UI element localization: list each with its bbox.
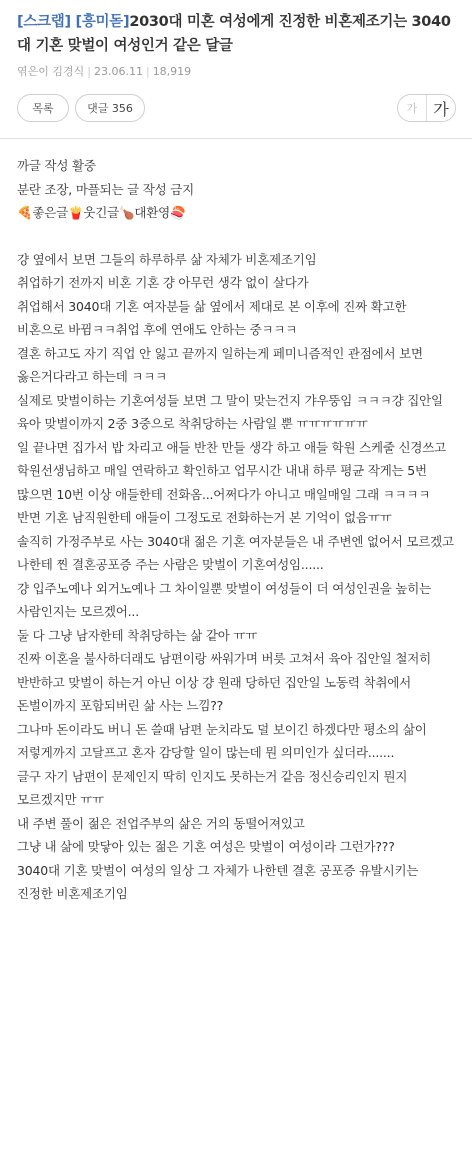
post-date: 23.06.11 [93, 65, 143, 78]
post-category: [스크랩] [흥미돋] [17, 14, 130, 30]
spacer [17, 225, 456, 248]
body-paragraph: 글구 자기 남편이 문제인지 딱히 인지도 못하는거 같음 정신승리인지 뭔지 모르겠지만 ㅠㅠ [17, 768, 411, 807]
body-paragraph: 걍 입주노예나 외거노예나 그 차이일뿐 맞벌이 여성들이 더 여성인권을 높히는 사람인지는 모르겠어... [17, 580, 435, 619]
post-meta [17, 65, 456, 79]
body-paragraph: 반면 기혼 남직원한테 애들이 그정도로 전화하는거 본 기억이 없음ㅠㅠ [17, 510, 392, 525]
meta-divider: | [145, 65, 150, 78]
body-paragraph: 3040대 기혼 맞벌이 여성의 일상 그 자체가 나한텐 결혼 공포증 유발시키는 진정한 비혼제조기임 [17, 862, 423, 901]
font-size-small-button[interactable]: 가 [398, 95, 427, 121]
post-title [17, 10, 456, 58]
body-paragraph: 내 주변 풀이 젊은 전업주부의 삶은 거의 동떨어져있고 [17, 815, 305, 831]
body-paragraph: 걍 옆에서 보면 그들의 하루하루 삶 자체가 비혼제조기임 [17, 251, 317, 267]
body-paragraph: 실제로 맞벌이하는 기혼여성들 보면 그 말이 맞는건지 갸우뚱임 ㅋㅋㅋ걍 집안일 육아 맞벌이까지 2중 3중으로 착취당하는 사람일 뿐 ㅠㅠㅠㅠㅠㅠ [17, 392, 447, 431]
font-size-large-button[interactable]: 가 [427, 95, 455, 121]
list-button[interactable]: 목록 [17, 94, 69, 122]
body-paragraph: 진짜 이혼을 불사하더래도 남편이랑 싸워가며 버릇 고쳐서 육아 집안일 철저히 반반하고 맞벌이 하는거 아닌 이상 걍 원래 당하던 집안일 노동력 착취에서 돈벌이까지 포함되버린 삶 사는 느낌?? [17, 651, 435, 713]
post-views: 18,919 [152, 65, 192, 78]
body-paragraph: 솔직히 가정주부로 사는 3040대 젊은 기혼 여자분들은 내 주변엔 없어서 모르겠고 나한테 찐 결혼공포증 주는 사람은 맞벌이 기혼여성임...... [17, 533, 458, 572]
body-paragraph: 결혼 하고도 자기 직업 안 잃고 끝까지 일하는게 페미니즘적인 관점에서 보면 옳은거다라고 하는데 ㅋㅋㅋ [17, 345, 427, 384]
post-title-text: 2030대 미혼 여성에게 진정한 비혼제조기는 3040대 기혼 맞벌이 여성인거 같은 달글 [17, 14, 451, 54]
post-body [0, 139, 472, 906]
body-paragraph: 취업해서 3040대 기혼 여자분들 삶 옆에서 제대로 본 이후에 진짜 확고한 비혼으로 바뀜ㅋㅋ취업 후에 연애도 안하는 중ㅋㅋㅋ [17, 298, 411, 337]
body-paragraph: 둘 다 그냥 남자한테 착취당하는 삶 같아 ㅠㅠ [17, 627, 258, 643]
font-size-control [397, 94, 456, 122]
post-author[interactable]: 엮은이 김경식 [17, 65, 85, 78]
post-toolbar [17, 94, 456, 122]
body-paragraph: 그냥 내 삶에 맞닿아 있는 젊은 기혼 여성은 맞벌이 여성이라 그런가??? [17, 839, 395, 854]
body-paragraph: 그나마 돈이라도 버니 돈 쓸때 남편 눈치라도 덜 보이긴 하겠다만 평소의 삶이 저렇게까지 고달프고 혼자 감당할 일이 많는데 뭔 의미인가 싶더라....... [17, 721, 431, 760]
post-header [0, 0, 472, 122]
body-paragraph: 취업하기 전까지 비혼 기혼 걍 아무런 생각 없이 살다가 [17, 275, 309, 290]
intro-line: 까글 작성 활중 [17, 158, 96, 173]
comment-button[interactable]: 댓글 356 [75, 94, 145, 122]
body-paragraph: 일 끝나면 집가서 밥 차리고 애들 반찬 만들 생각 하고 애들 학원 스케줄 신경쓰고 학원선생님하고 매일 연락하고 확인하고 업무시간 내내 하루 평균 작게는 5번 많으면 10번 이상 애들한테 전화옴...어쩌다가 아니고 매일매일 그래 ㅋㅋㅋㅋ [17, 439, 450, 502]
meta-divider: | [87, 65, 91, 78]
intro-line: 분란 조장, 마플되는 글 작성 금지 [17, 181, 195, 197]
intro-line: 🍕좋은글🍟웃긴글🍗대환영🍣 [17, 205, 186, 220]
